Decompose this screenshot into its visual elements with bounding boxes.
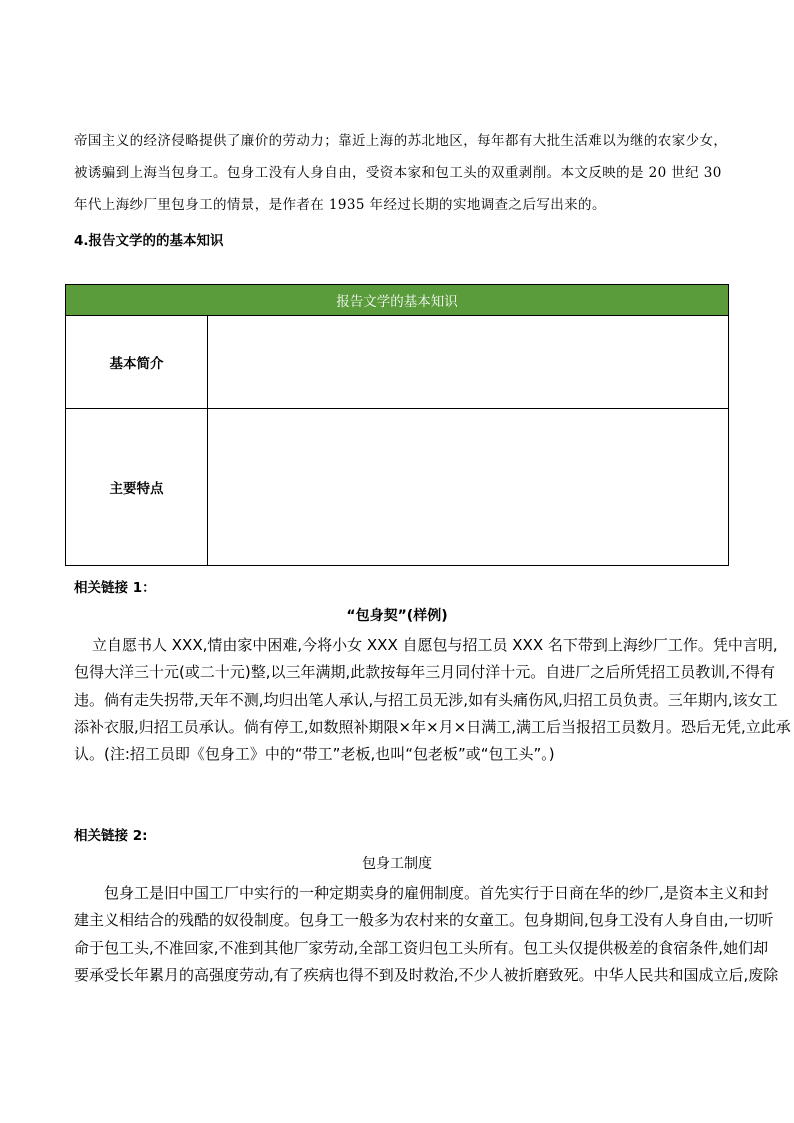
paragraph-line: 建主义相结合的残酷的奴役制度。包身工一般多为农村来的女童工。包身期间,包身工没有人身自由,一切听 bbox=[74, 911, 774, 930]
paragraph-line: 包得大洋三十元(或二十元)整,以三年满期,此款按每年三月同付洋十元。自进厂之后所凭招工员教训,不得有 bbox=[74, 663, 776, 682]
link1-title: “包身契”(样例) bbox=[346, 608, 448, 624]
link2-label: 相关链接 2: bbox=[74, 828, 148, 844]
link1-label: 相关链接 1： bbox=[74, 580, 156, 596]
paragraph-line: 命于包工头,不准回家,不准到其他厂家劳动,全部工资归包工头所有。包工头仅提供极差的食宿条件,她们却 bbox=[74, 938, 769, 957]
row-content-intro bbox=[208, 316, 729, 409]
row-label-intro: 基本简介 bbox=[66, 316, 208, 409]
paragraph-line: 添补衣服,归招工员承认。倘有停工,如数照补期限×年×月×日满工,满工后当报招工员数月。恐后无凭,立此承 bbox=[74, 717, 791, 736]
row-label-features: 主要特点 bbox=[66, 409, 208, 566]
intro-line: 帝国主义的经济侵略提供了廉价的劳动力；靠近上海的苏北地区，每年都有大批生活难以为继的农家少女， bbox=[74, 133, 728, 149]
section-heading: 4.报告文学的的基本知识 bbox=[74, 233, 224, 249]
link1-paragraph bbox=[74, 632, 791, 768]
table-row bbox=[66, 409, 729, 566]
intro-paragraph bbox=[74, 131, 728, 215]
link2-paragraph bbox=[74, 880, 779, 989]
paragraph-line: 认。(注:招工员即《包身工》中的“带工”老板,也叫“包老板”或“包工头”。) bbox=[74, 745, 555, 764]
knowledge-table bbox=[65, 284, 729, 566]
table-row bbox=[66, 316, 729, 409]
paragraph-line: 违。倘有走失拐带,天年不测,均归出笔人承认,与招工员无涉,如有头痛伤风,归招工员负责。三年期内,该女工 bbox=[74, 690, 778, 709]
table-header: 报告文学的基本知识 bbox=[66, 285, 729, 316]
link2-title: 包身工制度 bbox=[362, 856, 432, 872]
intro-line: 年代上海纱厂里包身工的情景，是作者在 1935 年经过长期的实地调查之后写出来的。 bbox=[74, 197, 606, 213]
paragraph-line: 要承受长年累月的高强度劳动,有了疾病也得不到及时救治,不少人被折磨致死。中华人民共和国成立后,废除 bbox=[74, 965, 779, 984]
row-content-features bbox=[208, 409, 729, 566]
paragraph-line: 包身工是旧中国工厂中实行的一种定期卖身的雇佣制度。首先实行于日商在华的纱厂,是资本主义和封 bbox=[104, 884, 769, 902]
paragraph-line: 立自愿书人 XXX,情由家中困难,今将小女 XXX 自愿包与招工员 XXX 名下带到上海纱厂工作。凭中言明, bbox=[92, 636, 778, 654]
table-header-row bbox=[66, 285, 729, 316]
intro-line: 被诱骗到上海当包身工。包身工没有人身自由，受资本家和包工头的双重剥削。本文反映的是 20 世纪 30 bbox=[74, 165, 722, 181]
